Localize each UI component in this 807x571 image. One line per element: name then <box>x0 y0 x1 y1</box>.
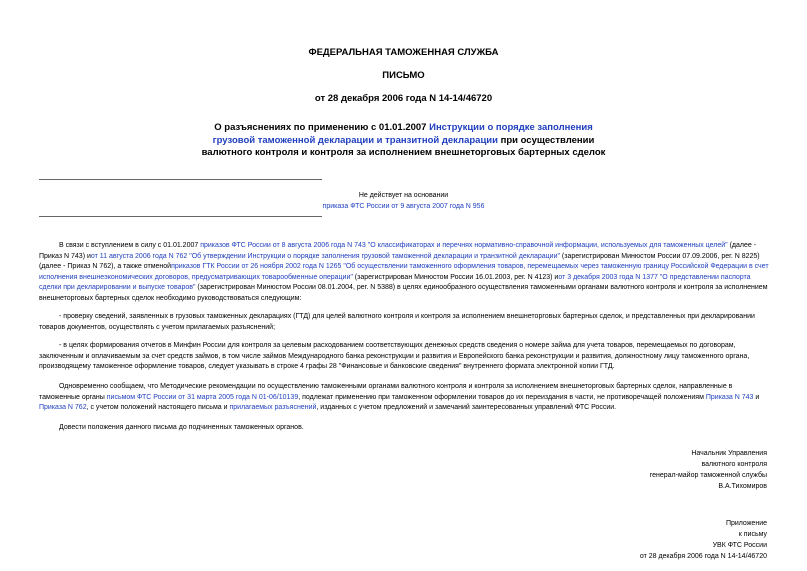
p4-text-1: Одновременно сообщаем, что Методические рекомендации по осуществлению таможенными органами валютного контроля и контроля за исполнением внешнеторговых бартерных сделок, направленные в таможенные органы <box>39 383 733 401</box>
signature-line-4: В.А.Тихомиров <box>718 483 767 490</box>
appendix-line-4: от 28 декабря 2006 года N 14-14/46720 <box>639 553 767 560</box>
p1-text-2: (далее - Приказ N 743) и <box>39 242 757 260</box>
order-743-ref-link[interactable]: Приказа N 743 <box>705 393 754 401</box>
instruction-link[interactable]: Инструкции о порядке заполнения грузовой таможенной декларации и транзитной декларации <box>212 122 593 146</box>
order-743-link[interactable]: приказов ФТС России от 8 августа 2006 года N 743 "О классификаторах и перечнях нормативно-справочной информации, используемых для таможенных целей" <box>200 242 728 249</box>
p1-text-3: (зарегистрирован Минюстом России 07.09.2006, рег. N 8225) (далее - Приказ N 762), а также отменой <box>39 252 760 270</box>
p4-text-4: , с учетом положений настоящего письма и <box>86 404 230 411</box>
signature-line-2: валютного контроля <box>701 461 767 468</box>
subject-text-pre: О разъяснениях по применению с 01.01.2007 <box>214 122 430 133</box>
status-note <box>200 190 607 212</box>
org-title: ФЕДЕРАЛЬНАЯ ТАМОЖЕННАЯ СЛУЖБА <box>308 47 499 58</box>
p5-text: Довести положения данного письма до подчиненных таможенных органов. <box>59 424 304 431</box>
paragraph-4 <box>39 382 769 414</box>
status-line: Не действует на основании <box>358 192 449 199</box>
signature-line-1: Начальник Управления <box>691 450 767 457</box>
p4-text-3: и <box>753 393 760 401</box>
letter-10139-link[interactable]: письмом ФТС России от 31 марта 2005 года N 01-06/10139 <box>106 393 299 401</box>
p4-text-5: , изданных с учетом предложений и замечаний заинтересованных управлений ФТС России. <box>316 404 617 411</box>
doc-date: от 28 декабря 2006 года N 14-14/46720 <box>314 93 493 104</box>
appendix-line-3: УВК ФТС России <box>712 542 767 549</box>
order-1265-link[interactable]: приказов ГТК России от 26 ноября 2002 года N 1265 "Об осуществлении таможенного оформления товаров, перемещаемых через таможенную границу Российской Федерации в счет исполнения внешнеэкономических договоров, предусматривающих товарообменные операции" <box>39 263 769 281</box>
divider-bottom <box>39 216 322 217</box>
p4-text-2: , подлежат применению при таможенном оформлении товаров до их переиздания в части, не противоречащей положениям <box>298 393 706 401</box>
signature-block <box>650 448 767 492</box>
doc-subject <box>200 122 607 160</box>
status-order-link[interactable]: приказа ФТС России от 9 августа 2007 года N 956 <box>322 203 485 210</box>
order-1377-link[interactable]: от 3 декабря 2003 года N 1377 "О представлении паспорта сделки при декларировании и выпуске товаров" <box>39 273 751 291</box>
signature-line-3: генерал-майор таможенной службы <box>649 472 767 479</box>
attached-explanations-link[interactable]: прилагаемых разъяснений <box>229 404 317 411</box>
order-762-ref-link[interactable]: Приказа N 762 <box>39 404 87 411</box>
paragraph-5 <box>39 423 769 434</box>
divider-top <box>39 179 322 180</box>
appendix-block <box>640 518 767 562</box>
paragraph-2 <box>39 312 769 333</box>
appendix-line-2: к письму <box>738 531 767 538</box>
p3-text: - в целях формирования отчетов в Минфин России для контроля за целевым расходованием соответствующих денежных средств сведения о номере займа для учета товаров, перемещаемых по договорам, заключенным и оплачиваемым за счет средств займов, в том числе займов Международного банка реконструкции и развития и Европейского банка реконструкции и развития, должностному лицу таможенного органа, производящему таможенное оформление товаров, следует указывать в строке 4 графы 28 "Финансовые и банковские сведения" внутреннего формата электронной копии ГТД. <box>39 342 750 370</box>
paragraph-3 <box>39 341 769 373</box>
paragraph-1 <box>39 241 769 304</box>
appendix-line-1: Приложение <box>725 520 767 527</box>
p1-text-4: (зарегистрирован Минюстом России 16.01.2003, рег. N 4123) и <box>352 273 559 281</box>
order-762-link[interactable]: от 11 августа 2006 года N 762 "Об утверждении Инструкции о порядке заполнения грузовой таможенной декларации и транзитной декларации" <box>90 252 560 260</box>
p1-text-5: (зарегистрирован Минюстом России 08.01.2004, рег. N 5388) в целях единообразного осуществления таможенными органами валютного контроля и контроля за исполнением внешнеторговых бартерных сделок необходимо руководствоваться следующим: <box>39 284 768 302</box>
p2-text: - проверку сведений, заявленных в грузовых таможенных декларациях (ГТД) для целей валютного контроля и контроля за исполнением внешнеторговых бартерных сделок, и представленных при декларировании товаров документов, осуществлять с учетом прилагаемых разъяснений; <box>39 313 755 331</box>
subject-text-post: при осуществлении валютного контроля и контроля за исполнением внешнеторговых бартерных сделок <box>201 134 606 158</box>
p1-text-1: В связи с вступлением в силу с 01.01.2007 <box>59 242 201 249</box>
doc-type: ПИСЬМО <box>382 70 425 81</box>
